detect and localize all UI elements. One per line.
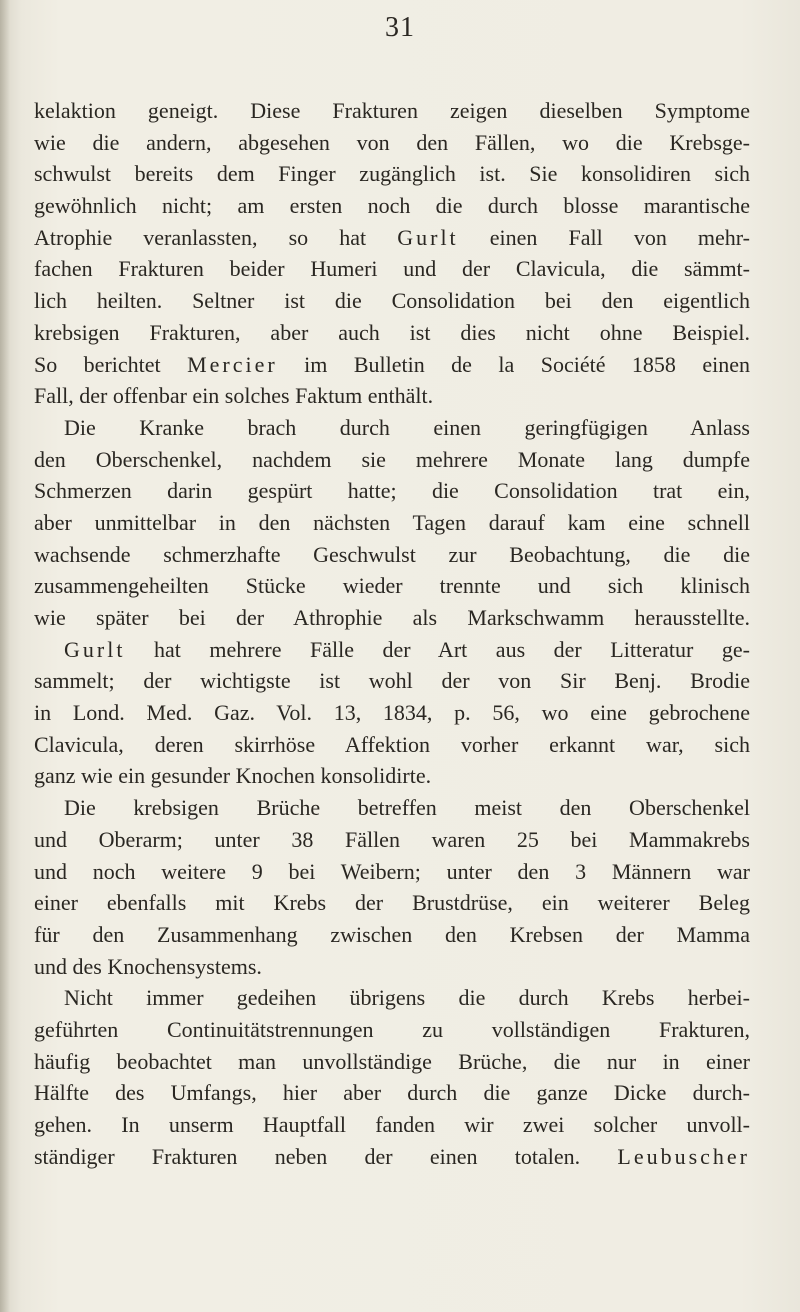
spaced-name: Leubuscher (617, 1143, 750, 1169)
spaced-name: Mercier (187, 351, 278, 377)
text-line: Die krebsigen Brüche betreffen meist den Oberschenkel (64, 795, 750, 821)
text-line: sammelt; der wichtigste ist wohl der von Sir Benj. Brodie (34, 668, 750, 694)
text-line: wie später bei der Athrophie als Markschwamm herausstellte. (34, 605, 750, 630)
text-line: schwulst bereits dem Finger zugänglich ist. Sie konsolidiren sich (34, 161, 750, 187)
text-line: häufig beobachtet man unvollständige Brüche, die nur in einer (34, 1048, 750, 1074)
text-line: lich heilten. Seltner ist die Consolidation bei den eigentlich (34, 288, 750, 314)
text-line: Nicht immer gedeihen übrigens die durch Krebs herbei- (64, 985, 750, 1011)
text-line: krebsigen Frakturen, aber auch ist dies nicht ohne Beispiel. (34, 319, 750, 345)
text-line: wie die andern, abgesehen von den Fällen, wo die Krebsge- (34, 129, 750, 155)
body-text (34, 95, 750, 1172)
text-line: gewöhnlich nicht; am ersten noch die durch blosse marantische (34, 193, 750, 219)
text-line: aber unmittelbar in den nächsten Tagen darauf kam eine schnell (34, 509, 750, 535)
text-line: in Lond. Med. Gaz. Vol. 13, 1834, p. 56, wo eine gebrochene (34, 700, 750, 726)
text-line: ständiger Frakturen neben der einen totalen. Leubuscher (34, 1143, 750, 1169)
text-line: Hälfte des Umfangs, hier aber durch die ganze Dicke durch- (34, 1080, 750, 1106)
text-line: wachsende schmerzhafte Geschwulst zur Beobachtung, die die (34, 541, 750, 567)
text-line: einer ebenfalls mit Krebs der Brustdrüse, ein weiterer Beleg (34, 890, 750, 916)
text-line: für den Zusammenhang zwischen den Krebsen der Mamma (34, 921, 750, 947)
spaced-name: Gurlt (64, 636, 126, 662)
text-line: gehen. In unserm Hauptfall fanden wir zwei solcher unvoll- (34, 1112, 750, 1137)
text-line: und Oberarm; unter 38 Fällen waren 25 bei Mammakrebs (34, 826, 750, 852)
text-line: fachen Frakturen beider Humeri und der Clavicula, die sämmt- (34, 256, 750, 282)
page-gutter-shadow (0, 0, 10, 1312)
text-line: So berichtet Mercier im Bulletin de la Société 1858 einen (34, 351, 750, 377)
text-line: geführten Continuitätstrennungen zu vollständigen Frakturen, (34, 1016, 750, 1042)
text-line: und des Knochensystems. (34, 953, 262, 979)
text-line: Schmerzen darin gespürt hatte; die Consolidation trat ein, (34, 478, 750, 504)
text-line: Gurlt hat mehrere Fälle der Art aus der Litteratur ge- (64, 636, 750, 662)
text-line: Atrophie veranlassten, so hat Gurlt einen Fall von mehr- (34, 224, 750, 250)
text-line: Clavicula, deren skirrhöse Affektion vorher erkannt war, sich (34, 731, 750, 757)
text-line: kelaktion geneigt. Diese Frakturen zeigen dieselben Symptome (34, 98, 750, 123)
text-line: ganz wie ein gesunder Knochen konsolidirte. (34, 763, 432, 789)
text-line: Die Kranke brach durch einen geringfügigen Anlass (64, 414, 750, 440)
text-line: den Oberschenkel, nachdem sie mehrere Monate lang dumpfe (34, 446, 750, 472)
text-line: zusammengeheilten Stücke wieder trennte und sich klinisch (34, 573, 750, 599)
spaced-name: Gurlt (397, 224, 459, 250)
text-line: und noch weitere 9 bei Weibern; unter den 3 Männern war (34, 858, 750, 884)
text-line: Fall, der offenbar ein solches Faktum enthält. (34, 383, 434, 409)
page-number: 31 (385, 12, 415, 43)
